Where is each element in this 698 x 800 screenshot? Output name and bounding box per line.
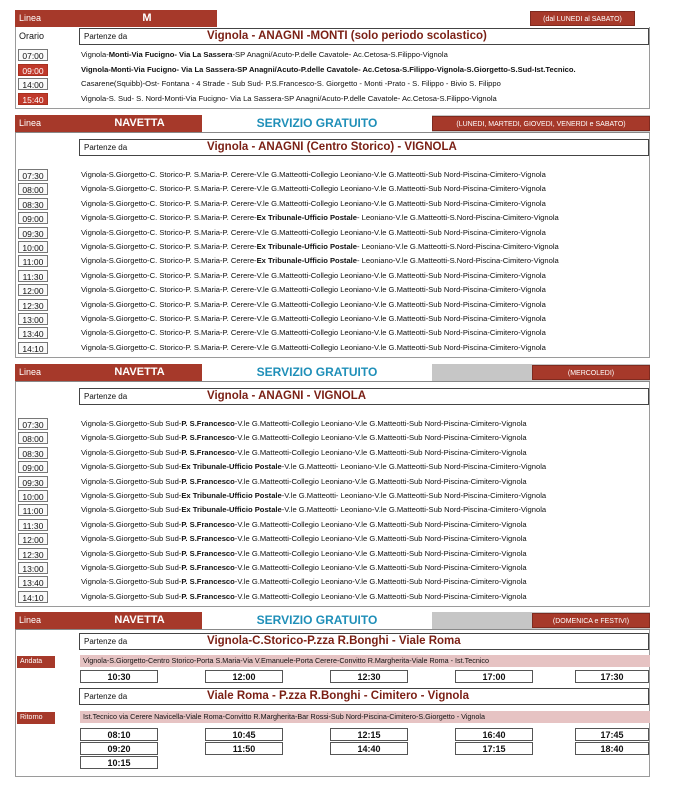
andata-route-title: Vignola-C.Storico-P.zza R.Bonghi - Viale Roma: [207, 635, 461, 647]
departure-time: 09:00: [18, 64, 48, 76]
stop-text: Vignola-S.Giorgetto-Sub Sud-: [81, 433, 182, 443]
stop-highlight: Ex Tribunale-Ufficio Postale: [256, 213, 358, 223]
section3-header: [15, 364, 650, 382]
stop-highlight: Ex Tribunale-Ufficio Postale: [181, 491, 282, 500]
stop-text: -V.le G.Matteotti-Collegio Leoniano-V.le G.Matteotti-Sub Nord-Piscina-Cimitero-Vignola: [234, 563, 527, 572]
stop-text: Vignola-S.Giorgetto-Sub Sud-: [81, 419, 182, 428]
route-stops: [81, 461, 649, 473]
route-stops: [81, 591, 649, 603]
route-stops: [81, 576, 649, 588]
stop-text: -V.le G.Matteotti- Leoniano-V.le G.Matteotti-Sub Nord-Piscina-Cimitero-Vignola: [281, 505, 547, 515]
departure-time: 08:00: [18, 432, 48, 444]
stop-text: -V.le G.Matteotti- Leoniano-V.le G.Matteotti-Sub Nord-Piscina-Cimitero-Vignola: [281, 491, 547, 500]
route-stops: [81, 447, 649, 459]
departure-time: 11:00: [18, 255, 48, 267]
stop-text: Vignola-S.Giorgetto-C. Storico-P. S.Maria-P. Cerere-V.le G.Matteotti-Collegio Leoniano-V.le G.Matteotti-Sub Nord-Piscina-Cimitero-Vignola: [81, 299, 546, 309]
departure-time: 11:30: [18, 270, 48, 282]
stop-text: Vignola-S.Giorgetto-Sub Sud-: [81, 548, 182, 558]
departure-time: 14:00: [18, 78, 48, 90]
departure-time: 13:40: [18, 327, 48, 339]
route-stops: [81, 476, 649, 488]
departure-time: 09:00: [18, 212, 48, 224]
ritorno-time: 16:40: [455, 728, 533, 741]
stop-highlight: P. S.Francesco: [181, 577, 235, 587]
departure-time: 09:30: [18, 227, 48, 239]
servizio-gratuito-label: SERVIZIO GRATUITO: [202, 364, 432, 381]
ritorno-time: 08:10: [80, 728, 158, 741]
navetta-label: NAVETTA: [77, 115, 202, 132]
linea-label: Linea: [15, 10, 77, 27]
ritorno-route-title: Viale Roma - P.zza R.Bonghi - Cimitero - Vignola: [207, 690, 469, 702]
partenze-label: Partenze da: [84, 32, 128, 41]
andata-route-box: [79, 633, 649, 650]
stop-text: Vignola-: [81, 50, 109, 59]
route-stops: [81, 562, 649, 574]
stop-text: - Leoniano-V.le G.Matteotti-S.Nord-Piscina-Cimitero-Vignola: [357, 213, 559, 223]
departure-time: 13:00: [18, 313, 48, 325]
andata-time: 12:30: [330, 670, 408, 683]
ritorno-time: 10:45: [205, 728, 283, 741]
orario-label: Orario: [19, 31, 45, 41]
stop-highlight: Vignola-Monti-Via Fucigno- Via La Sassera-SP Anagni/Acuto-P.delle Cavatole- Ac.Cetosa-S.Filippo-Vignola-S.Giorgetto-S.Sud-Ist.Tecnico.: [81, 64, 576, 74]
route-stops: [81, 327, 649, 339]
stop-text: Vignola-S.Giorgetto-Sub Sud-: [81, 476, 182, 486]
route-stops: [81, 198, 649, 210]
stop-text: Casarene(Squibb)-Ost- Fontana - 4 Strade - Sub Sud- P.S.Francesco-S. Giorgetto - Monti -Prato - S. Filippo - Bivio S. Filippo: [81, 79, 501, 88]
departure-time: 15:40: [18, 93, 48, 105]
stop-highlight: P. S.Francesco: [181, 433, 235, 443]
departure-time: 09:00: [18, 461, 48, 473]
stop-text: -V.le G.Matteotti-Collegio Leoniano-V.le G.Matteotti-Sub Nord-Piscina-Cimitero-Vignola: [234, 534, 527, 544]
departure-time: 12:30: [18, 299, 48, 311]
route-stops: [81, 64, 649, 76]
route-stops: [81, 93, 649, 105]
days-badge: (DOMENICA e FESTIVI): [532, 613, 650, 628]
days-badge: (MERCOLEDI): [532, 365, 650, 380]
route-stops: [81, 78, 649, 90]
route-stops: [81, 255, 649, 267]
stop-text: Vignola-S.Giorgetto-C. Storico-P. S.Maria-P. Cerere-: [81, 256, 257, 266]
linea-label: Linea: [15, 115, 77, 132]
departure-time: 10:00: [18, 241, 48, 253]
stop-highlight: P. S.Francesco: [181, 519, 235, 529]
stop-text: -V.le G.Matteotti- Leoniano-V.le G.Matteotti-Sub Nord-Piscina-Cimitero-Vignola: [281, 462, 547, 472]
departure-time: 09:30: [18, 476, 48, 488]
partenze-label: Partenze da: [84, 692, 128, 701]
ritorno-time: 18:40: [575, 742, 649, 755]
line-code: M: [77, 10, 217, 27]
stop-text: -V.le G.Matteotti-Collegio Leoniano-V.le G.Matteotti-Sub Nord-Piscina-Cimitero-Vignola: [234, 519, 527, 529]
stop-text: -V.le G.Matteotti-Collegio Leoniano-V.le G.Matteotti-Sub Nord-Piscina-Cimitero-Vignola: [234, 476, 527, 486]
stop-text: Vignola-S.Giorgetto-Sub Sud-: [81, 591, 182, 601]
section1-header: [15, 10, 650, 27]
stop-text: Vignola-S.Giorgetto-Sub Sud-: [81, 534, 182, 544]
stop-text: -V.le G.Matteotti-Collegio Leoniano-V.le G.Matteotti-Sub Nord-Piscina-Cimitero-Vignola: [234, 433, 527, 443]
navetta-label: NAVETTA: [77, 612, 202, 629]
stop-highlight: P. S.Francesco: [181, 534, 235, 544]
departure-time: 07:30: [18, 418, 48, 430]
route-title-box: [79, 388, 649, 405]
route-stops: [81, 183, 649, 195]
stop-text: -V.le G.Matteotti-Collegio Leoniano-V.le G.Matteotti-Sub Nord-Piscina-Cimitero-Vignola: [234, 577, 527, 587]
departure-time: 10:00: [18, 490, 48, 502]
stop-text: -V.le G.Matteotti-Collegio Leoniano-V.le G.Matteotti-Sub Nord-Piscina-Cimitero-Vignola: [234, 447, 527, 457]
stop-text: -V.le G.Matteotti-Collegio Leoniano-V.le G.Matteotti-Sub Nord-Piscina-Cimitero-Vignola: [234, 419, 527, 428]
stop-text: Vignola-S.Giorgetto-C. Storico-P. S.Maria-P. Cerere-V.le G.Matteotti-Collegio Leoniano-V.le G.Matteotti-Sub Nord-Piscina-Cimitero-Vignola: [81, 328, 546, 338]
stop-text: - Leoniano-V.le G.Matteotti-S.Nord-Piscina-Cimitero-Vignola: [357, 242, 559, 251]
andata-time: 10:30: [80, 670, 158, 683]
section4-header: [15, 612, 650, 630]
route-stops: [81, 270, 649, 282]
stop-highlight: P. S.Francesco: [181, 548, 235, 558]
stop-text: Vignola-S.Giorgetto-Sub Sud-: [81, 505, 182, 515]
stop-highlight: Ex Tribunale-Ufficio Postale: [256, 242, 358, 251]
ritorno-route-box: [79, 688, 649, 705]
servizio-gratuito-label: SERVIZIO GRATUITO: [202, 115, 432, 132]
departure-time: 12:00: [18, 533, 48, 545]
ritorno-tag: Ritorno: [17, 712, 55, 724]
stop-text: Vignola-S.Giorgetto-C. Storico-P. S.Maria-P. Cerere-V.le G.Matteotti-Collegio Leoniano-V.le G.Matteotti-Sub Nord-Piscina-Cimitero-Vignola: [81, 170, 546, 179]
departure-time: 14:10: [18, 342, 48, 354]
stop-text: Vignola-S.Giorgetto-C. Storico-P. S.Maria-P. Cerere-: [81, 242, 257, 251]
andata-tag: Andata: [17, 656, 55, 668]
stop-text: Vignola-S.Giorgetto-C. Storico-P. S.Maria-P. Cerere-V.le G.Matteotti-Collegio Leoniano-V.le G.Matteotti-Sub Nord-Piscina-Cimitero-Vignola: [81, 270, 546, 280]
andata-time: 17:30: [575, 670, 649, 683]
stop-text: Vignola-S.Giorgetto-Sub Sud-: [81, 491, 182, 500]
stop-text: Vignola-S.Giorgetto-C. Storico-P. S.Maria-P. Cerere-V.le G.Matteotti-Collegio Leoniano-V.le G.Matteotti-Sub Nord-Piscina-Cimitero-Vignola: [81, 314, 546, 323]
stop-highlight: Ex Tribunale-Ufficio Postale: [181, 462, 282, 472]
linea-label: Linea: [15, 364, 77, 381]
stop-text: -V.le G.Matteotti-Collegio Leoniano-V.le G.Matteotti-Sub Nord-Piscina-Cimitero-Vignola: [234, 591, 527, 601]
ritorno-time: 10:15: [80, 756, 158, 769]
route-stops: [81, 227, 649, 239]
route-stops: [81, 418, 649, 430]
stop-highlight: P. S.Francesco: [181, 563, 235, 572]
stop-text: Vignola-S. Sud- S. Nord-Monti-Via Fucigno- Via La Sassera-SP Anagni/Acuto-P.delle Cavatole- Ac.Cetosa-S.Filippo-Vignola: [81, 93, 497, 103]
partenze-label: Partenze da: [84, 392, 128, 401]
days-badge: (dal LUNEDI al SABATO): [530, 11, 635, 26]
stop-text: -SP Anagni/Acuto-P.delle Cavatole- Ac.Cetosa-S.Filippo-Vignola: [232, 50, 448, 59]
ritorno-time: 11:50: [205, 742, 283, 755]
stop-highlight: P. S.Francesco: [181, 476, 235, 486]
ritorno-time: 12:15: [330, 728, 408, 741]
linea-label: Linea: [15, 612, 77, 629]
stop-highlight: Ex Tribunale-Ufficio Postale: [181, 505, 282, 515]
route-title-box: [79, 139, 649, 156]
route-stops: [81, 504, 649, 516]
andata-time: 12:00: [205, 670, 283, 683]
route-stops: [81, 212, 649, 224]
route-stops: [81, 490, 649, 502]
departure-time: 07:00: [18, 49, 48, 61]
stop-highlight: Monti-Via Fucigno- Via La Sassera: [108, 50, 233, 59]
stop-text: Vignola-S.Giorgetto-Sub Sud-: [81, 519, 182, 529]
stop-text: - Leoniano-V.le G.Matteotti-S.Nord-Piscina-Cimitero-Vignola: [357, 256, 559, 266]
ritorno-time: 17:45: [575, 728, 649, 741]
partenze-label: Partenze da: [84, 637, 128, 646]
route-stops: [81, 169, 649, 181]
departure-time: 08:30: [18, 447, 48, 459]
ritorno-time: 14:40: [330, 742, 408, 755]
departure-time: 12:00: [18, 284, 48, 296]
stop-highlight: Ex Tribunale-Ufficio Postale: [256, 256, 358, 266]
departure-time: 08:30: [18, 198, 48, 210]
stop-highlight: P. S.Francesco: [181, 591, 235, 601]
departure-time: 12:30: [18, 548, 48, 560]
stop-highlight: P. S.Francesco: [181, 447, 235, 457]
stop-text: Vignola-S.Giorgetto-Sub Sud-: [81, 462, 182, 472]
andata-time: 17:00: [455, 670, 533, 683]
route-stops: [81, 49, 649, 61]
stop-text: Vignola-S.Giorgetto-C. Storico-P. S.Maria-P. Cerere-V.le G.Matteotti-Collegio Leoniano-V.le G.Matteotti-Sub Nord-Piscina-Cimitero-Vignola: [81, 227, 546, 237]
stop-text: Vignola-S.Giorgetto-C. Storico-P. S.Maria-P. Cerere-V.le G.Matteotti-Collegio Leoniano-V.le G.Matteotti-Sub Nord-Piscina-Cimitero-Vignola: [81, 285, 546, 295]
section2-header: [15, 115, 650, 133]
route-stops: [81, 548, 649, 560]
partenze-label: Partenze da: [84, 143, 128, 152]
route-stops: [81, 519, 649, 531]
stop-text: Vignola-S.Giorgetto-C. Storico-P. S.Maria-P. Cerere-V.le G.Matteotti-Collegio Leoniano-V.le G.Matteotti-Sub Nord-Piscina-Cimitero-Vignola: [81, 342, 546, 352]
stop-highlight: P. S.Francesco: [181, 419, 235, 428]
route-stops: [81, 299, 649, 311]
departure-time: 07:30: [18, 169, 48, 181]
departure-time: 14:10: [18, 591, 48, 603]
navetta-label: NAVETTA: [77, 364, 202, 381]
departure-time: 13:40: [18, 576, 48, 588]
stop-text: Vignola-S.Giorgetto-Sub Sud-: [81, 577, 182, 587]
route-title-box: [79, 28, 649, 45]
route-stops: [81, 533, 649, 545]
route-title: Vignola - ANAGNI (Centro Storico) - VIGNOLA: [207, 141, 457, 153]
stop-text: Vignola-S.Giorgetto-Sub Sud-: [81, 447, 182, 457]
route-stops: [81, 313, 649, 325]
departure-time: 08:00: [18, 183, 48, 195]
servizio-gratuito-label: SERVIZIO GRATUITO: [202, 612, 432, 629]
stop-text: -V.le G.Matteotti-Collegio Leoniano-V.le G.Matteotti-Sub Nord-Piscina-Cimitero-Vignola: [234, 548, 527, 558]
ritorno-time: 09:20: [80, 742, 158, 755]
ritorno-time: 17:15: [455, 742, 533, 755]
stop-text: Vignola-S.Giorgetto-Sub Sud-: [81, 563, 182, 572]
route-stops: [81, 241, 649, 253]
stop-text: Vignola-S.Giorgetto-C. Storico-P. S.Maria-P. Cerere-V.le G.Matteotti-Collegio Leoniano-V.le G.Matteotti-Sub Nord-Piscina-Cimitero-Vignola: [81, 198, 546, 208]
route-title: Vignola - ANAGNI - VIGNOLA: [207, 390, 367, 402]
stop-text: Vignola-S.Giorgetto-C. Storico-P. S.Maria-P. Cerere-: [81, 213, 257, 223]
stop-text: Vignola-S.Giorgetto-C. Storico-P. S.Maria-P. Cerere-V.le G.Matteotti-Collegio Leoniano-V.le G.Matteotti-Sub Nord-Piscina-Cimitero-Vignola: [81, 184, 546, 194]
days-badge: (LUNEDI, MARTEDI, GIOVEDI, VENERDI e SABATO): [432, 116, 650, 131]
departure-time: 11:00: [18, 504, 48, 516]
ritorno-stops: Ist.Tecnico via Cerere Navicella-Viale Roma-Convitto R.Margherita-Bar Rossi-Sub Nord-Piscina-Cimitero-S.Giorgetto - Vignola: [80, 711, 650, 723]
route-stops: [81, 284, 649, 296]
route-stops: [81, 432, 649, 444]
departure-time: 11:30: [18, 519, 48, 531]
route-title: Vignola - ANAGNI -MONTI (solo periodo scolastico): [207, 30, 487, 42]
andata-stops: Vignola-S.Giorgetto-Centro Storico-Porta S.Maria-Via V.Emanuele-Porta Cerere-Convitto R.Margherita-Viale Roma - Ist.Tecnico: [80, 655, 650, 667]
route-stops: [81, 342, 649, 354]
departure-time: 13:00: [18, 562, 48, 574]
